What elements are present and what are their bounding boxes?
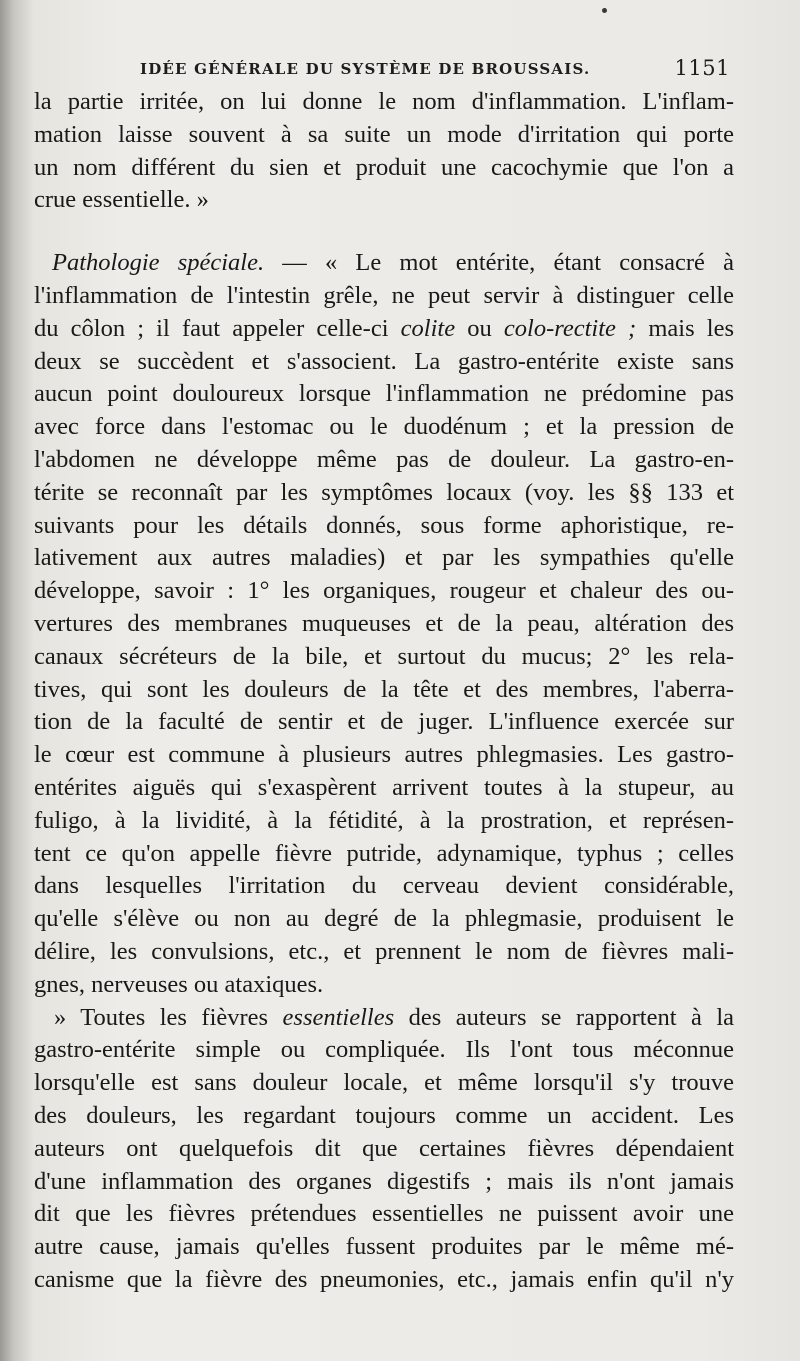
text-span: des auteurs se rapportent à la — [394, 1003, 734, 1031]
text-line: aucun point douloureux lorsque l'inflammation ne prédomine pas — [34, 380, 734, 408]
ink-speck — [602, 8, 607, 13]
text-line: des douleurs, les regardant toujours comme un accident. Les — [34, 1101, 734, 1129]
text-line: d'une inflammation des organes digestifs ; mais ils n'ont jamais — [34, 1167, 734, 1195]
text-line — [34, 313, 734, 346]
text-line: développe, savoir : 1° les organiques, rougeur et chaleur des ou- — [34, 577, 734, 605]
text-line: térite se reconnaît par les symptômes locaux (voy. les §§ 133 et — [34, 478, 734, 506]
text-line: l'inflammation de l'intestin grêle, ne peut servir à distinguer celle — [34, 281, 734, 309]
italic-term: essentielles — [282, 1003, 395, 1031]
text-line: vertures des membranes muqueuses et de la peau, altération des — [34, 609, 734, 637]
text-line: mation laisse souvent à sa suite un mode d'irritation qui porte — [34, 120, 734, 148]
italic-term: colo-rectite ; — [503, 314, 637, 342]
text-line: l'abdomen ne développe même pas de douleur. La gastro-en- — [34, 445, 734, 473]
text-line: un nom différent du sien et produit une cacochymie que l'on a — [34, 153, 734, 181]
text-line: canisme que la fièvre des pneumonies, etc., jamais enfin qu'il n'y — [34, 1265, 734, 1293]
text-line: dit que les fièvres prétendues essentielles ne puissent avoir une — [34, 1200, 734, 1228]
text-line: qu'elle s'élève ou non au degré de la phlegmasie, produisent le — [34, 905, 734, 933]
text-span: » Toutes les fièvres — [54, 1003, 283, 1031]
text-line: gnes, nerveuses ou ataxiques. — [34, 970, 324, 998]
paragraph-2 — [34, 247, 734, 1001]
text-line: canaux sécréteurs de la bile, et surtout du mucus; 2° les rela- — [34, 642, 734, 670]
paragraph-1 — [34, 86, 734, 217]
body-text — [34, 86, 734, 1297]
text-line: fuligo, à la lividité, à la fétidité, à la prostration, et représen- — [34, 806, 734, 834]
text-span: mais les — [636, 314, 734, 342]
text-span: ou — [455, 314, 504, 342]
text-line — [34, 1002, 734, 1035]
text-line: deux se succèdent et s'associent. La gastro-entérite existe sans — [34, 347, 734, 375]
text-span: du côlon ; il faut appeler celle-ci — [34, 314, 401, 342]
text-line: dans lesquelles l'irritation du cerveau devient considérable, — [34, 872, 734, 900]
text-line: le cœur est commune à plusieurs autres phlegmasies. Les gastro- — [34, 741, 734, 769]
page-header — [140, 56, 730, 86]
text-line: lorsqu'elle est sans douleur locale, et même lorsqu'il s'y trouve — [34, 1069, 734, 1097]
text-line: autre cause, jamais qu'elles fussent produites par le même mé- — [34, 1233, 734, 1261]
page-number: 1151 — [674, 56, 730, 80]
text-line: lativement aux autres maladies) et par les sympathies qu'elle — [34, 544, 734, 572]
text-line: suivants pour les détails donnés, sous forme aphoristique, re- — [34, 511, 734, 539]
text-line: tent ce qu'on appelle fièvre putride, adynamique, typhus ; celles — [34, 839, 734, 867]
text-line: gastro-entérite simple ou compliquée. Ils l'ont tous méconnue — [34, 1036, 734, 1064]
paragraph-gap — [34, 217, 734, 247]
text-line: tion de la faculté de sentir et de juger. L'influence exercée sur — [34, 708, 734, 736]
text-line: avec force dans l'estomac ou le duodénum ; et la pression de — [34, 413, 734, 441]
paragraph-3 — [34, 1002, 734, 1297]
text-line — [34, 247, 734, 280]
section-heading: Pathologie spéciale. — [52, 249, 265, 277]
text-line: crue essentielle. » — [34, 186, 209, 214]
text-line: la partie irritée, on lui donne le nom d'inflammation. L'inflam- — [34, 88, 734, 115]
text-line: délire, les convulsions, etc., et prennent le nom de fièvres mali- — [34, 937, 734, 965]
text-line: entérites aiguës qui s'exaspèrent arrivent toutes à la stupeur, au — [34, 773, 734, 801]
italic-term: colite — [400, 314, 456, 342]
running-title: IDÉE GÉNÉRALE DU SYSTÈME DE BROUSSAIS. — [140, 60, 591, 78]
text-line: auteurs ont quelquefois dit que certaines fièvres dépendaient — [34, 1134, 734, 1162]
text-span: — « Le mot entérite, étant consacré à — [264, 249, 734, 277]
text-line: tives, qui sont les douleurs de la tête et des membres, l'aberra- — [34, 675, 734, 703]
